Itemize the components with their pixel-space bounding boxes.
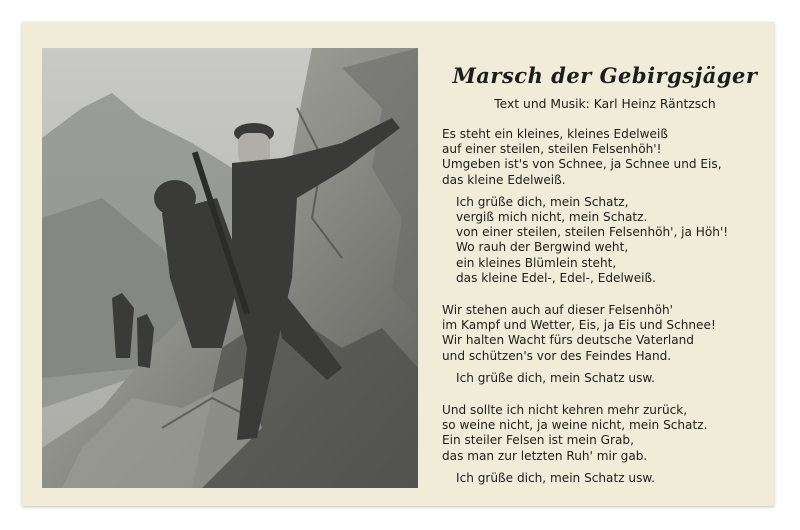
refrain-line: Ich grüße dich, mein Schatz usw. [456, 470, 655, 485]
refrain-line: vergiß mich nicht, mein Schatz. [456, 210, 648, 225]
verse-line: Und sollte ich nicht kehren mehr zurück, [442, 403, 688, 418]
refrain-line: von einer steilen, steilen Felsenhöh', ja Höh'! [456, 225, 729, 240]
postcard [22, 22, 774, 506]
verse-line: Es steht ein kleines, kleines Edelweiß [442, 127, 668, 141]
verse-line: Wir stehen auch auf dieser Felsenhöh' [442, 303, 673, 318]
refrain-line: das kleine Edel-, Edel-, Edelweiß. [456, 270, 656, 285]
photo-illustration [42, 48, 418, 488]
song-credit: Text und Musik: Karl Heinz Räntzsch [494, 97, 716, 111]
verse-line: Wir halten Wacht fürs deutsche Vaterland [442, 333, 694, 348]
verse-line: im Kampf und Wetter, Eis, ja Eis und Schnee! [442, 318, 716, 333]
refrain-line: ein kleines Blümlein steht, [456, 255, 617, 270]
verse-2 [442, 303, 768, 364]
refrain-line: Ich grüße dich, mein Schatz, [456, 194, 629, 209]
verse-line: Ein steiler Felsen ist mein Grab, [442, 433, 634, 448]
verse-line: auf einer steilen, steilen Felsenhöh'! [442, 142, 662, 157]
refrain-1 [442, 195, 768, 286]
verse-line: Umgeben ist's von Schnee, ja Schnee und Eis, [442, 157, 722, 172]
refrain-line: Wo rauh der Bergwind weht, [456, 240, 629, 255]
verse-3 [442, 403, 768, 464]
song-text-column [442, 62, 768, 493]
verse-1 [442, 127, 768, 188]
refrain-3 [442, 471, 768, 486]
refrain-2 [442, 371, 768, 386]
refrain-line: Ich grüße dich, mein Schatz usw. [456, 370, 655, 385]
mountain-soldiers-photo [42, 48, 418, 488]
verse-line: so weine nicht, ja weine nicht, mein Schatz. [442, 418, 708, 433]
verse-line: das kleine Edelweiß. [442, 172, 566, 187]
verse-line: und schützen's vor des Feindes Hand. [442, 348, 672, 363]
song-title: Marsch der Gebirgsjäger [452, 63, 758, 88]
verse-line: das man zur letzten Ruh' mir gab. [442, 448, 648, 463]
